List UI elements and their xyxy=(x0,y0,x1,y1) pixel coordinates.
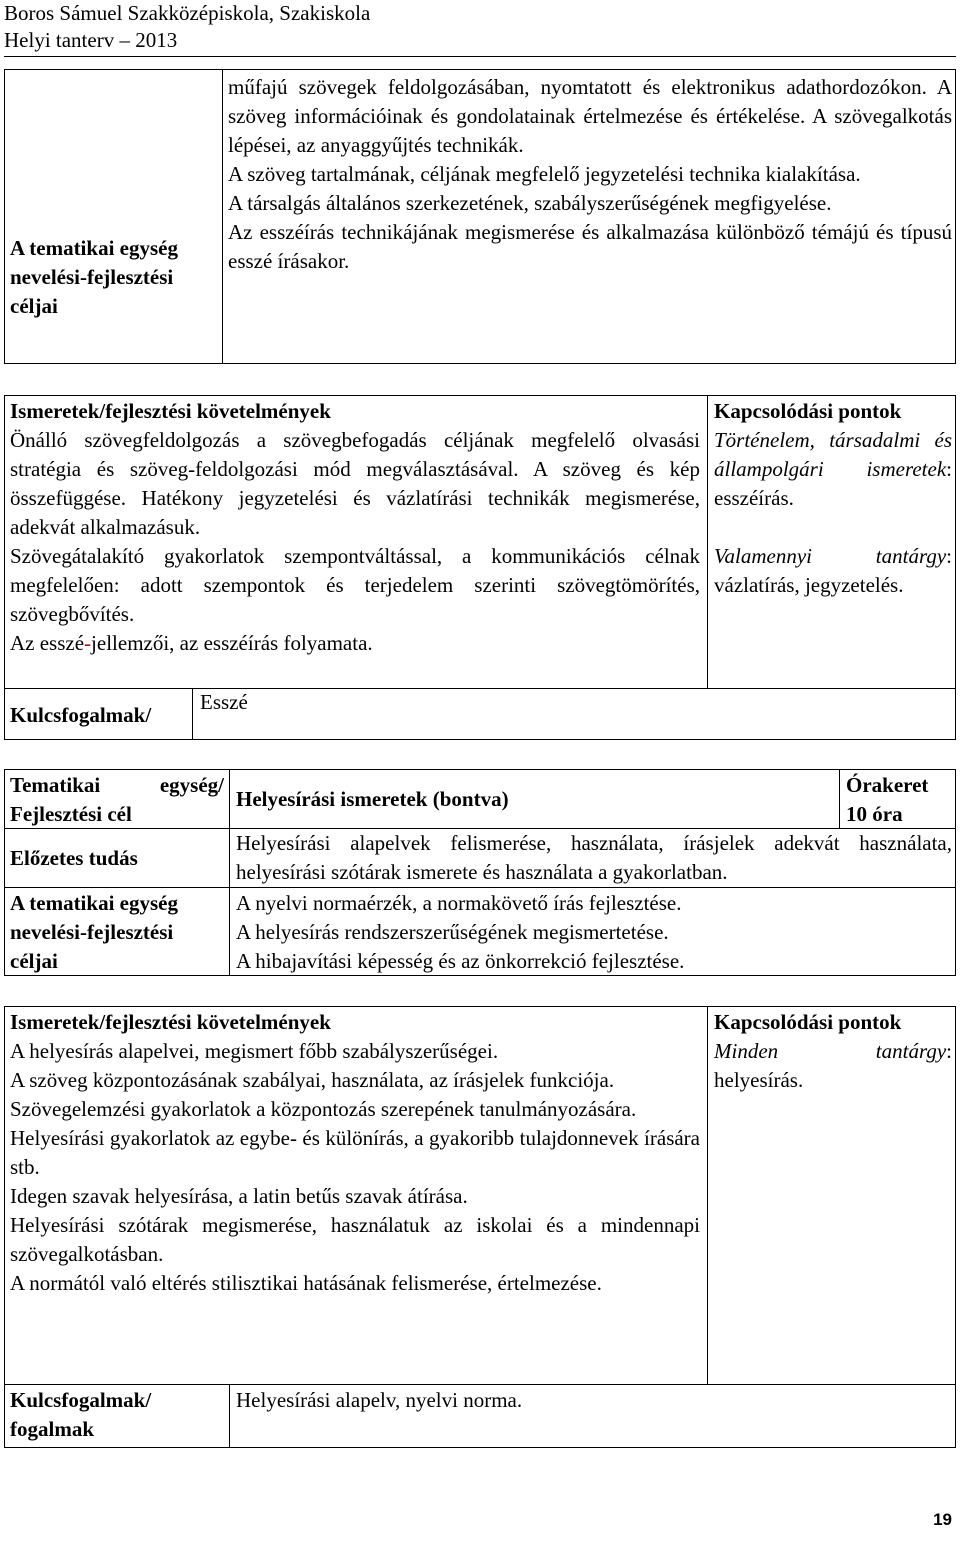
unit-table-rule-2 xyxy=(4,887,956,888)
hyphen-mark: - xyxy=(84,631,92,655)
requirement-paragraph: Önálló szövegfeldolgozás a szövegbefogadás céljának megfelelő olvasási stratégia és szöveg-feldolgozási mód megválasztásával. A szöveg és kép összefüggése. Hatékony jegyzetelési és vázlatírási technikák megismerése, adekvát alkalmazásuk. xyxy=(10,428,700,539)
unit-hours-divider xyxy=(839,769,840,828)
requirements-table-1-divider xyxy=(707,395,708,688)
link-topic: : esszéírás. xyxy=(714,457,952,510)
requirement-paragraph: Helyesírási szótárak megismerése, használatuk az iskolai és a mindennapi szövegalkotásban. xyxy=(10,1213,700,1266)
links-header-2: Kapcsolódási pontok xyxy=(714,1010,902,1034)
unit-label: Tematikai egység/ xyxy=(10,773,224,797)
requirements-text xyxy=(10,426,700,658)
hours-label: Órakeret xyxy=(846,773,929,797)
link-item xyxy=(714,542,952,600)
school-name: Boros Sámuel Szakközépiskola, Szakiskola xyxy=(4,1,371,25)
link-subject: Történelem, társadalmi és állampolgári ismeretek xyxy=(714,428,952,481)
page-number: 19 xyxy=(933,1510,952,1529)
requirement-paragraph: Idegen szavak helyesírása, a latin betűs szavak átírása. xyxy=(10,1184,468,1208)
unit-title: Helyesírási ismeretek (bontva) xyxy=(236,787,509,811)
key-concepts-divider xyxy=(192,688,193,740)
requirement-paragraph: A normától való eltérés stilisztikai hatásának felismerése, értelmezése. xyxy=(10,1271,602,1295)
link-subject: Valamennyi tantárgy xyxy=(714,544,947,568)
goals-paragraph: Az esszéírás technikájának megismerése és alkalmazása különböző témájú és típusú esszé írásakor. xyxy=(228,220,952,273)
key-concepts-label: Kulcsfogalmak/ xyxy=(10,703,152,727)
requirements-text-2 xyxy=(10,1037,700,1298)
requirements-table-2-divider xyxy=(707,1006,708,1384)
link-topic: : helyesírás. xyxy=(714,1039,952,1092)
goals-paragraph: A szöveg tartalmának, céljának megfelelő jegyzetelési technika kialakítása. xyxy=(228,162,861,186)
key-concepts-value-2: Helyesírási alapelv, nyelvi norma. xyxy=(236,1388,523,1412)
goals-paragraph: műfajú szövegek feldolgozásában, nyomtatott és elektronikus adathordozókon. A szöveg információinak és gondolatainak értelmezése és értékelése. A szövegalkotás lépései, az anyaggyűjtés technikák. xyxy=(228,75,952,157)
essay-rest: jellemzői, az esszéírás folyamata. xyxy=(91,631,373,655)
hours-value: 10 óra xyxy=(846,802,903,826)
header-rule xyxy=(4,56,956,57)
requirements-header-2: Ismeretek/fejlesztési követelmények xyxy=(10,1010,331,1034)
requirements-table-1-rule xyxy=(4,688,956,689)
requirement-paragraph: Helyesírási gyakorlatok az egybe- és különírás, a gyakoribb tulajdonnevek írására stb. xyxy=(10,1126,700,1179)
links-header: Kapcsolódási pontok xyxy=(714,399,902,423)
requirement-paragraph: A helyesírás alapelvei, megismert főbb szabályszerűségei. xyxy=(10,1039,499,1063)
link-topic: : vázlatírás, jegyzetelés. xyxy=(714,544,952,597)
requirement-paragraph: Szövegelemzési gyakorlatok a központozás szerepének tanulmányozására. xyxy=(10,1097,637,1121)
unit-label-2: Fejlesztési cél xyxy=(10,802,132,826)
links-text xyxy=(714,426,952,600)
link-subject: Minden tantárgy xyxy=(714,1039,947,1063)
links-text-2 xyxy=(714,1037,952,1095)
unit-table-divider xyxy=(229,769,230,976)
essay-word: Az esszé xyxy=(10,631,85,655)
goal-item: A hibajavítási képesség és az önkorrekció fejlesztése. xyxy=(236,949,685,973)
document-header xyxy=(4,0,370,54)
goals-table-1-divider xyxy=(222,69,223,364)
requirements-header: Ismeretek/fejlesztési követelmények xyxy=(10,399,331,423)
requirement-paragraph: A szöveg központozásának szabályai, használata, az írásjelek funkciója. xyxy=(10,1068,615,1092)
goal-item: A helyesírás rendszerszerűségének megismertetése. xyxy=(236,920,669,944)
goals-text xyxy=(228,73,952,276)
goals-list-2 xyxy=(236,889,952,976)
key-concepts-label-2: Kulcsfogalmak/ xyxy=(10,1388,152,1412)
requirements-table-2-rule xyxy=(4,1384,956,1385)
prior-knowledge-text: Helyesírási alapelvek felismerése, használata, írásjelek adekvát használata, helyesírási szótárak ismerete és használata a gyakorlatban. xyxy=(236,831,952,884)
goals-label: A tematikai egység nevelési-fejlesztési céljai xyxy=(10,236,178,318)
key-concepts-2-divider xyxy=(229,1384,230,1448)
key-concepts-label-2b: fogalmak xyxy=(10,1417,94,1441)
key-concepts-value: Esszé xyxy=(200,690,248,714)
goals-label-2: A tematikai egység nevelési-fejlesztési céljai xyxy=(10,891,178,973)
prior-knowledge-label: Előzetes tudás xyxy=(10,846,138,870)
requirement-paragraph: Szövegátalakító gyakorlatok szempontváltással, a kommunikációs célnak megfelelően: adott szempontok és terjedelem szerinti szövegtömörítés, szövegbővítés. xyxy=(10,544,700,626)
link-item xyxy=(714,426,952,513)
curriculum-title: Helyi tanterv – 2013 xyxy=(4,28,178,52)
goal-item: A nyelvi normaérzék, a normakövető írás fejlesztése. xyxy=(236,891,682,915)
requirement-paragraph xyxy=(10,629,700,658)
goals-paragraph: A társalgás általános szerkezetének, szabályszerűségének megfigyelése. xyxy=(228,191,832,215)
link-item xyxy=(714,1037,952,1095)
